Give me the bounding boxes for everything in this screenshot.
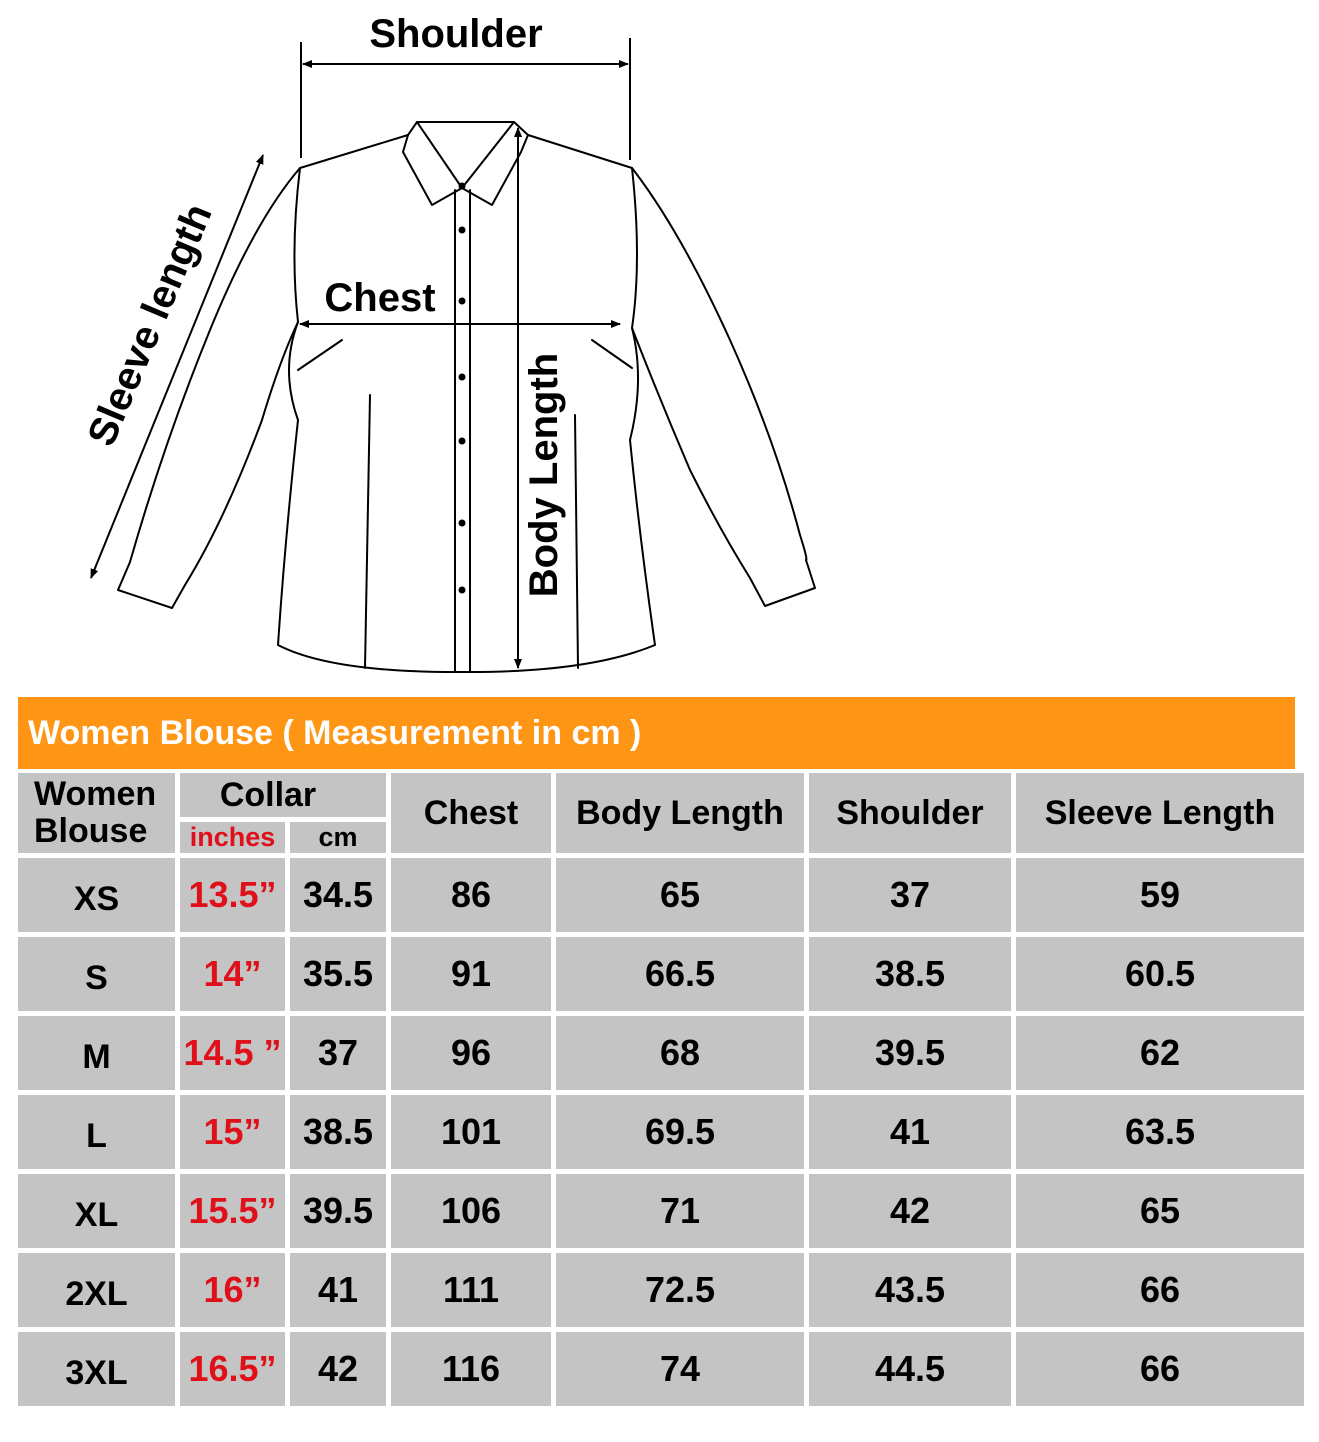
table-title-banner: Women Blouse ( Measurement in cm )	[18, 697, 1295, 769]
chest-cell: 91	[391, 937, 551, 1011]
collar-inches-cell: 15”	[180, 1095, 285, 1169]
collar-inches-cell: 14.5 ”	[180, 1016, 285, 1090]
body-length-cell: 66.5	[556, 937, 804, 1011]
header-shoulder: Shoulder	[809, 773, 1011, 853]
size-cell: S	[18, 937, 175, 1011]
collar-inches-cell: 16.5”	[180, 1332, 285, 1406]
collar-cm-cell: 35.5	[290, 937, 386, 1011]
sleeve-length-label: Sleeve length	[79, 197, 221, 453]
shoulder-cell: 39.5	[809, 1016, 1011, 1090]
collar-inches-cell: 16”	[180, 1253, 285, 1327]
body-length-cell: 72.5	[556, 1253, 804, 1327]
size-cell: M	[18, 1016, 175, 1090]
chest-cell: 111	[391, 1253, 551, 1327]
shoulder-cell: 43.5	[809, 1253, 1011, 1327]
collar-inches-cell: 14”	[180, 937, 285, 1011]
collar-cm-cell: 37	[290, 1016, 386, 1090]
shoulder-cell: 42	[809, 1174, 1011, 1248]
sleeve-length-cell: 65	[1016, 1174, 1304, 1248]
size-cell: 2XL	[18, 1253, 175, 1327]
chest-label: Chest	[324, 276, 436, 320]
header-women-blouse	[18, 773, 175, 853]
chest-cell: 101	[391, 1095, 551, 1169]
header-sleeve-length: Sleeve Length	[1016, 773, 1304, 853]
button-dots	[459, 183, 466, 594]
size-cell: XS	[18, 858, 175, 932]
body-length-cell: 74	[556, 1332, 804, 1406]
size-grid	[18, 773, 1295, 1406]
chest-cell: 96	[391, 1016, 551, 1090]
collar-cm-cell: 42	[290, 1332, 386, 1406]
sleeve-length-cell: 63.5	[1016, 1095, 1304, 1169]
sleeve-length-cell: 59	[1016, 858, 1304, 932]
size-cell: XL	[18, 1174, 175, 1248]
collar-inches-cell: 15.5”	[180, 1174, 285, 1248]
header-chest: Chest	[391, 773, 551, 853]
body-length-cell: 71	[556, 1174, 804, 1248]
sleeve-length-cell: 60.5	[1016, 937, 1304, 1011]
collar-cm-cell: 39.5	[290, 1174, 386, 1248]
shoulder-cell: 44.5	[809, 1332, 1011, 1406]
shoulder-cell: 41	[809, 1095, 1011, 1169]
collar-cm-cell: 34.5	[290, 858, 386, 932]
size-cell: L	[18, 1095, 175, 1169]
header-blouse-label: Blouse	[34, 812, 148, 850]
header-body-length: Body Length	[556, 773, 804, 853]
header-women-label: Women	[34, 775, 157, 813]
chest-cell: 86	[391, 858, 551, 932]
header-collar: Collar	[180, 773, 386, 817]
shoulder-cell: 38.5	[809, 937, 1011, 1011]
sleeve-length-cell: 66	[1016, 1253, 1304, 1327]
sleeve-length-cell: 62	[1016, 1016, 1304, 1090]
body-length-cell: 65	[556, 858, 804, 932]
collar-inches-cell: 13.5”	[180, 858, 285, 932]
shoulder-cell: 37	[809, 858, 1011, 932]
header-collar-inches: inches	[180, 822, 285, 853]
body-length-cell: 69.5	[556, 1095, 804, 1169]
chest-cell: 116	[391, 1332, 551, 1406]
shirt-outline	[118, 122, 815, 672]
chest-cell: 106	[391, 1174, 551, 1248]
sleeve-length-cell: 66	[1016, 1332, 1304, 1406]
body-length-label: Body Length	[522, 352, 566, 598]
header-collar-cm: cm	[290, 822, 386, 853]
shoulder-label: Shoulder	[369, 12, 543, 56]
body-length-cell: 68	[556, 1016, 804, 1090]
collar-cm-cell: 41	[290, 1253, 386, 1327]
size-cell: 3XL	[18, 1332, 175, 1406]
collar-cm-cell: 38.5	[290, 1095, 386, 1169]
shirt-measurement-diagram	[0, 0, 1319, 690]
size-chart-table	[18, 697, 1295, 1406]
